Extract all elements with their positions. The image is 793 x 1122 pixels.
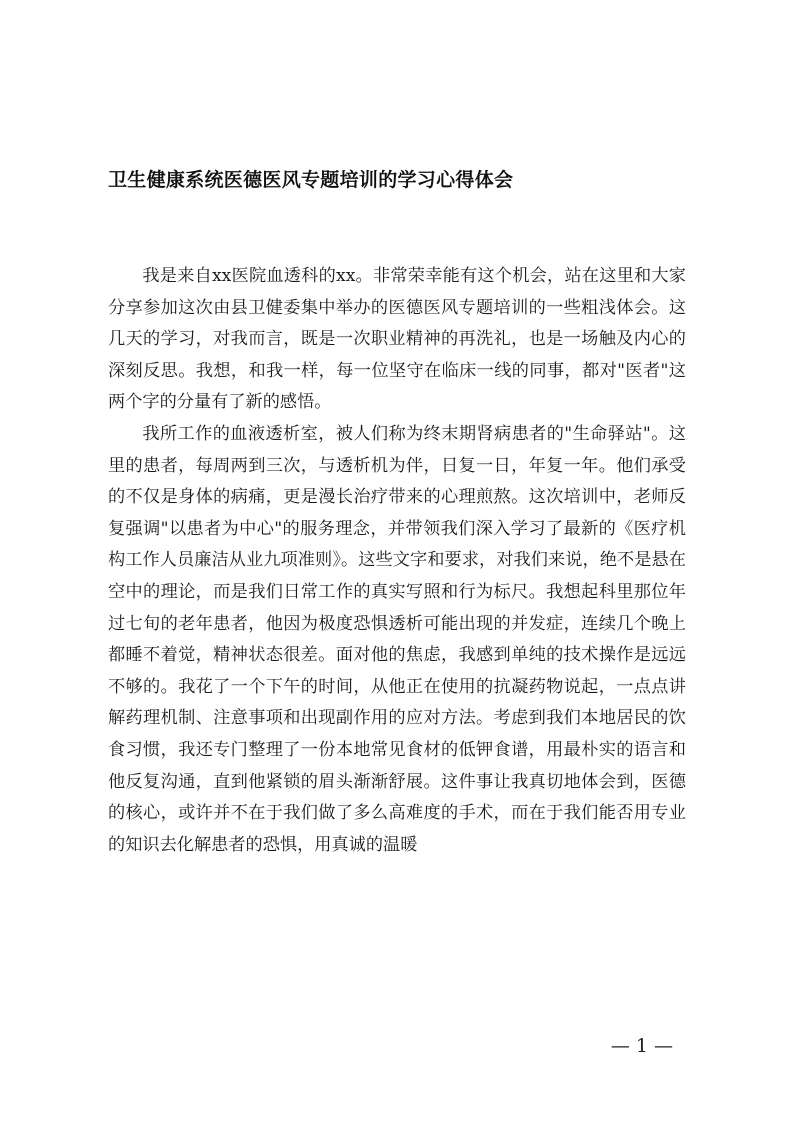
document-body (108, 261, 686, 861)
page-number: — 1 — (610, 1035, 673, 1057)
paragraph-dialysis: 我所工作的血液透析室，被人们称为终末期肾病患者的"生命驿站"。这里的患者，每周两到三次，与透析机为伴，日复一日，年复一年。他们承受的不仅是身体的病痛，更是漫长治疗带来的心理煎熬。这次培训中，老师反复强调"以患者为中心"的服务理念，并带领我们深入学习了最新的《医疗机构工作人员廉洁从业九项准则》。这些文字和要求，对我们来说，绝不是悬在空中的理论，而是我们日常工作的真实写照和行为标尺。我想起科里那位年过七旬的老年患者，他因为极度恐惧透析可能出现的并发症，连续几个晚上都睡不着觉，精神状态很差。面对他的焦虑，我感到单纯的技术操作是远远不够的。我花了一个下午的时间，从他正在使用的抗凝药物说起，一点点讲解药理机制、注意事项和出现副作用的应对方法。考虑到我们本地居民的饮食习惯，我还专门整理了一份本地常见食材的低钾食谱，用最朴实的语言和他反复沟通，直到他紧锁的眉头渐渐舒展。这件事让我真切地体会到，医德的核心，或许并不在于我们做了多么高难度的手术，而在于我们能否用专业的知识去化解患者的恐惧，用真诚的温暖 (108, 423, 686, 855)
paragraph-intro: 我是来自xx医院血透科的xx。非常荣幸能有这个机会，站在这里和大家分享参加这次由县卫健委集中举办的医德医风专题培训的一些粗浅体会。这几天的学习，对我而言，既是一次职业精神的再洗礼，也是一场触及内心的深刻反思。我想，和我一样，每一位坚守在临床一线的同事，都对"医者"这两个字的分量有了新的感悟。 (108, 266, 686, 413)
document-title: 卫生健康系统医德医风专题培训的学习心得体会 (108, 169, 514, 191)
